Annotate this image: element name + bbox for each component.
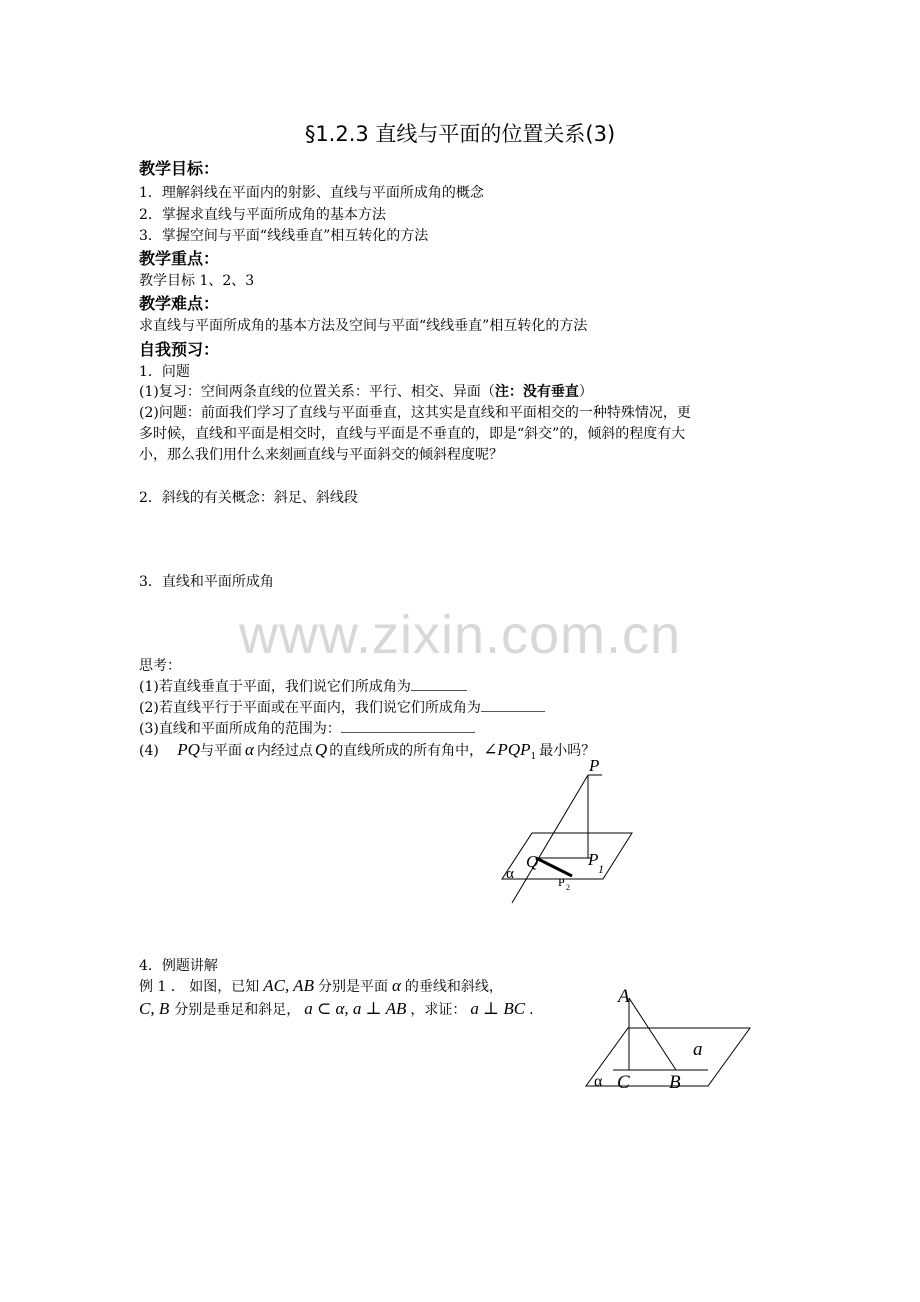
label-alpha: α	[594, 1073, 603, 1090]
example-line-2	[139, 999, 534, 1019]
think-item-1	[139, 676, 467, 696]
think-item-2	[139, 697, 545, 717]
question-line: (2)问题：前面我们学习了直线与平面垂直，这其实是直线和平面相交的一种特殊情况，更	[139, 405, 691, 421]
line-qp2	[536, 858, 572, 876]
question-3-label: 3．直线和平面所成角	[139, 574, 274, 590]
review-end: ）	[578, 384, 593, 400]
review-line	[139, 381, 593, 401]
answer-blank[interactable]	[341, 720, 475, 733]
label-p2: P	[558, 875, 565, 889]
question-line: 小，那么我们用什么来刻画直线与平面斜交的倾斜程度呢？	[139, 447, 503, 463]
think-item-4-num: (4)	[139, 743, 159, 759]
objective-item: 1．理解斜线在平面内的射影、直线与平面所成角的概念	[139, 185, 484, 201]
label-alpha: α	[506, 866, 514, 882]
math-ac-ab: AC, AB	[263, 976, 314, 995]
line-ab	[629, 998, 676, 1070]
math-pq: PQ	[177, 740, 200, 759]
answer-blank[interactable]	[481, 699, 545, 712]
math-condition: a ⊂ α, a ⊥ AB	[304, 999, 407, 1018]
example-text: 例 1 ． 如图，已知	[139, 979, 260, 995]
think-item-4-text: 内经过点	[256, 743, 313, 759]
label-q: Q	[526, 852, 539, 871]
label-c: C	[617, 1072, 630, 1093]
review-note: 注：没有垂直	[494, 384, 579, 400]
think-item-4-text: 最小吗？	[539, 743, 596, 759]
question-2-label: 2．斜线的有关概念：斜足、斜线段	[139, 490, 358, 506]
question-4-label: 4．例题讲解	[139, 958, 218, 974]
math-cb: C, B	[139, 999, 170, 1018]
question-line: 多时候，直线和平面是相交时，直线与平面是不垂直的，即是“斜交”的，倾斜的程度有大	[139, 426, 686, 442]
review-text: (1)复习：空间两条直线的位置关系：平行、相交、异面（	[139, 384, 495, 400]
preview-heading: 自我预习：	[139, 340, 220, 359]
example-line-1	[139, 976, 503, 996]
key-points-text: 教学目标 1、2、3	[139, 273, 255, 289]
answer-blank[interactable]	[411, 678, 467, 691]
key-points-heading: 教学重点：	[139, 249, 220, 268]
question-1-label: 1．问题	[139, 364, 190, 380]
watermark: www.zixin.com.cn	[238, 605, 682, 665]
line-pq	[512, 775, 588, 903]
label-p2-sub: 2	[566, 883, 570, 892]
math-q: Q	[314, 740, 328, 759]
think-item-4-text: 与平面	[199, 743, 242, 759]
difficulties-text: 求直线与平面所成角的基本方法及空间与平面“线线垂直”相互转化的方法	[139, 318, 588, 334]
label-b: B	[669, 1072, 681, 1093]
math-subscript: 1	[530, 751, 537, 762]
think-item-3	[139, 718, 475, 738]
math-alpha: α	[244, 740, 254, 759]
plane-figure-2	[580, 980, 760, 1095]
example-text: 分别是平面	[317, 979, 388, 995]
difficulties-heading: 教学难点：	[139, 294, 220, 313]
label-p1-sub: 1	[598, 862, 604, 876]
think-heading: 思考：	[139, 658, 181, 674]
label-p: P	[589, 756, 600, 775]
example-text: .	[529, 1002, 534, 1018]
think-item-4-text: 的直线所成的所有角中，	[329, 743, 484, 759]
plane-figure-1	[490, 755, 650, 905]
think-item-1-text: (1)若直线垂直于平面，我们说它们所成角为	[139, 679, 411, 695]
think-item-3-text: (3)直线和平面所成角的范围为：	[139, 721, 341, 737]
example-text: ，求证：	[410, 1002, 467, 1018]
page-title: §1.2.3 直线与平面的位置关系(3)	[304, 122, 616, 146]
example-text: 分别是垂足和斜足，	[174, 1002, 301, 1018]
label-p1: P	[588, 850, 599, 869]
example-text: 的垂线和斜线，	[404, 979, 503, 995]
objectives-heading: 教学目标：	[139, 159, 220, 178]
objective-item: 3．掌握空间与平面“线线垂直”相互转化的方法	[139, 228, 429, 244]
math-angle: ∠PQP	[483, 740, 531, 759]
label-a-point: A	[618, 986, 630, 1007]
objective-item: 2．掌握求直线与平面所成角的基本方法	[139, 207, 386, 223]
math-goal: a ⊥ BC	[470, 999, 526, 1018]
label-a-line: a	[693, 1039, 703, 1060]
think-item-2-text: (2)若直线平行于平面或在平面内，我们说它们所成角为	[139, 700, 481, 716]
math-alpha: α	[391, 976, 401, 995]
